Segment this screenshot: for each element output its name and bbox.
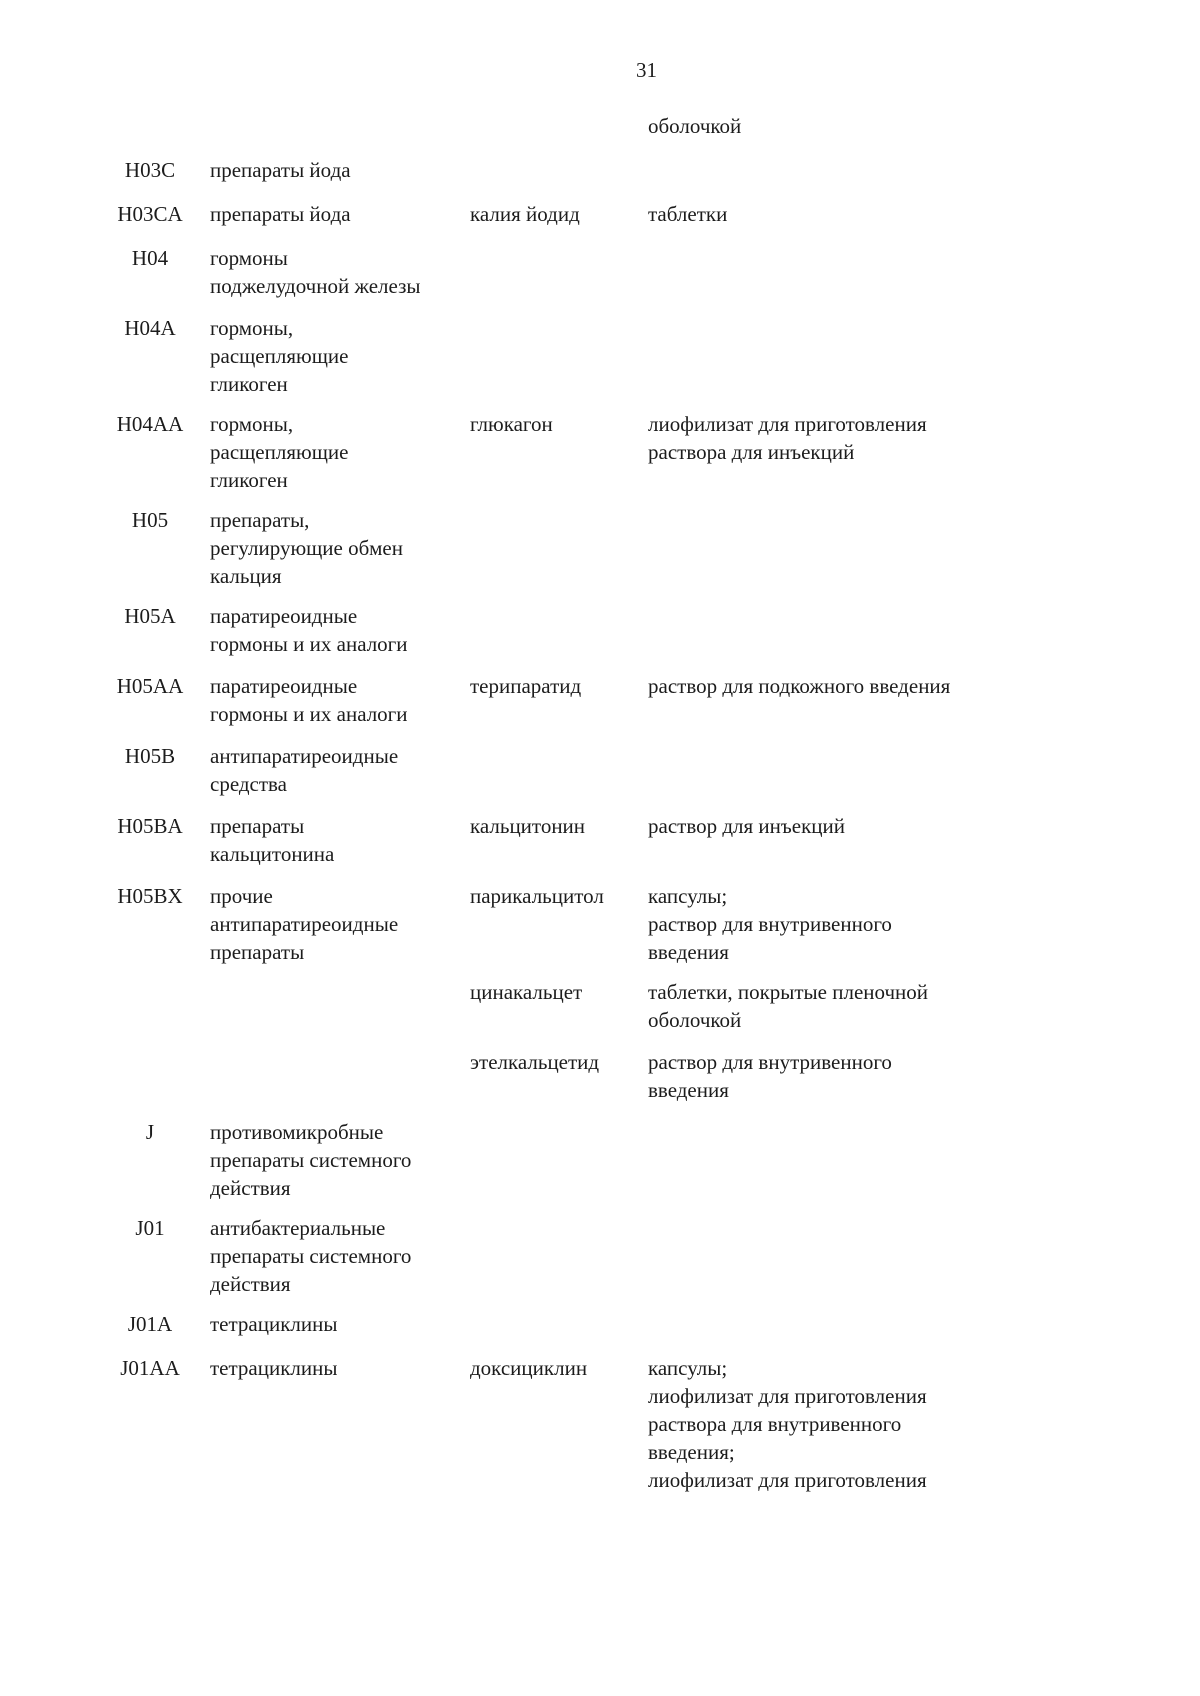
form-cell <box>648 1048 1008 1104</box>
form-cell <box>648 112 1008 140</box>
inn-cell-line: кальцитонин <box>470 814 586 838</box>
code-cell: H05B <box>124 744 176 768</box>
inn-cell-line: парикальцитол <box>470 884 604 908</box>
form-cell-line: капсулы; <box>648 884 728 908</box>
form-cell-line: введения <box>648 1078 729 1102</box>
code-cell: H04 <box>131 246 169 270</box>
name-cell-line: гормоны <box>210 246 288 270</box>
inn-cell-line: доксициклин <box>470 1356 588 1380</box>
inn-cell <box>470 1354 650 1382</box>
name-cell-line: антипаратиреоидные <box>210 912 399 936</box>
name-cell-line: действия <box>210 1272 291 1296</box>
name-cell-line: гормоны и их аналоги <box>210 632 408 656</box>
form-cell-line: введения <box>648 940 729 964</box>
name-cell <box>210 200 460 228</box>
name-cell-line: гормоны, <box>210 412 294 436</box>
form-cell <box>648 812 1008 840</box>
form-cell-line: таблетки <box>648 202 728 226</box>
name-cell-line: паратиреоидные <box>210 604 358 628</box>
form-cell-line: таблетки, покрытые пленочной <box>648 980 929 1004</box>
name-cell <box>210 672 460 728</box>
inn-cell <box>470 882 650 910</box>
form-cell-line: раствор для внутривенного <box>648 1050 892 1074</box>
name-cell-line: гормоны и их аналоги <box>210 702 408 726</box>
name-cell-line: кальцитонина <box>210 842 335 866</box>
form-cell-line: раствора для внутривенного <box>648 1412 902 1436</box>
name-cell-line: антибактериальные <box>210 1216 386 1240</box>
name-cell <box>210 742 460 798</box>
name-cell-line: гормоны, <box>210 316 294 340</box>
form-cell <box>648 882 1008 966</box>
name-cell-line: расщепляющие <box>210 344 349 368</box>
inn-cell <box>470 200 650 228</box>
form-cell <box>648 672 1008 700</box>
code-cell: H03C <box>124 158 176 182</box>
page-number: 31 <box>636 58 657 82</box>
name-cell-line: средства <box>210 772 288 796</box>
inn-cell-line: цинакальцет <box>470 980 583 1004</box>
name-cell-line: препараты йода <box>210 202 351 226</box>
name-cell <box>210 314 460 398</box>
name-cell-line: препараты <box>210 940 305 964</box>
form-cell-line: раствор для внутривенного <box>648 912 892 936</box>
code-cell: H03CA <box>117 202 183 226</box>
code-cell: H04AA <box>116 412 184 436</box>
form-cell-line: раствор для инъекций <box>648 814 845 838</box>
name-cell <box>210 156 460 184</box>
form-cell <box>648 1354 1008 1494</box>
form-cell <box>648 200 1008 228</box>
name-cell-line: тетрациклины <box>210 1356 338 1380</box>
name-cell-line: препараты системного <box>210 1244 412 1268</box>
form-cell-line: раствора для инъекций <box>648 440 855 464</box>
name-cell-line: антипаратиреоидные <box>210 744 399 768</box>
inn-cell <box>470 1048 650 1076</box>
name-cell-line: прочие <box>210 884 273 908</box>
name-cell <box>210 882 460 966</box>
name-cell-line: противомикробные <box>210 1120 384 1144</box>
code-cell: J <box>145 1120 155 1144</box>
name-cell-line: препараты <box>210 814 305 838</box>
form-cell-line: лиофилизат для приготовления <box>648 1384 927 1408</box>
name-cell <box>210 1214 460 1298</box>
name-cell-line: препараты, <box>210 508 310 532</box>
name-cell-line: гликоген <box>210 372 288 396</box>
form-cell-line: лиофилизат для приготовления <box>648 1468 927 1492</box>
form-cell <box>648 410 1008 466</box>
name-cell-line: действия <box>210 1176 291 1200</box>
inn-cell <box>470 978 650 1006</box>
inn-cell-line: терипаратид <box>470 674 582 698</box>
form-cell <box>648 978 1008 1034</box>
inn-cell <box>470 672 650 700</box>
code-cell: H05 <box>131 508 169 532</box>
name-cell-line: паратиреоидные <box>210 674 358 698</box>
name-cell-line: поджелудочной железы <box>210 274 421 298</box>
inn-cell-line: этелкальцетид <box>470 1050 600 1074</box>
name-cell <box>210 1118 460 1202</box>
code-cell: J01AA <box>120 1356 180 1380</box>
form-cell-line: оболочкой <box>648 1008 742 1032</box>
name-cell <box>210 812 460 868</box>
inn-cell <box>470 410 650 438</box>
name-cell <box>210 506 460 590</box>
inn-cell-line: глюкагон <box>470 412 553 436</box>
name-cell-line: кальция <box>210 564 282 588</box>
code-cell: J01 <box>135 1216 165 1240</box>
form-cell-line: раствор для подкожного введения <box>648 674 951 698</box>
inn-cell <box>470 812 650 840</box>
form-cell-line: лиофилизат для приготовления <box>648 412 927 436</box>
code-cell: H05A <box>124 604 176 628</box>
name-cell <box>210 602 460 658</box>
form-cell-line: оболочкой <box>648 114 742 138</box>
name-cell <box>210 244 460 300</box>
code-cell: J01A <box>127 1312 173 1336</box>
name-cell-line: гликоген <box>210 468 288 492</box>
name-cell-line: расщепляющие <box>210 440 349 464</box>
name-cell <box>210 1310 460 1338</box>
name-cell-line: тетрациклины <box>210 1312 338 1336</box>
name-cell-line: препараты системного <box>210 1148 412 1172</box>
form-cell-line: капсулы; <box>648 1356 728 1380</box>
name-cell-line: препараты йода <box>210 158 351 182</box>
name-cell-line: регулирующие обмен <box>210 536 403 560</box>
code-cell: H05BX <box>117 884 183 908</box>
code-cell: H04A <box>124 316 176 340</box>
code-cell: H05BA <box>117 814 183 838</box>
name-cell <box>210 410 460 494</box>
form-cell-line: введения; <box>648 1440 735 1464</box>
code-cell: H05AA <box>116 674 184 698</box>
inn-cell-line: калия йодид <box>470 202 580 226</box>
name-cell <box>210 1354 460 1382</box>
